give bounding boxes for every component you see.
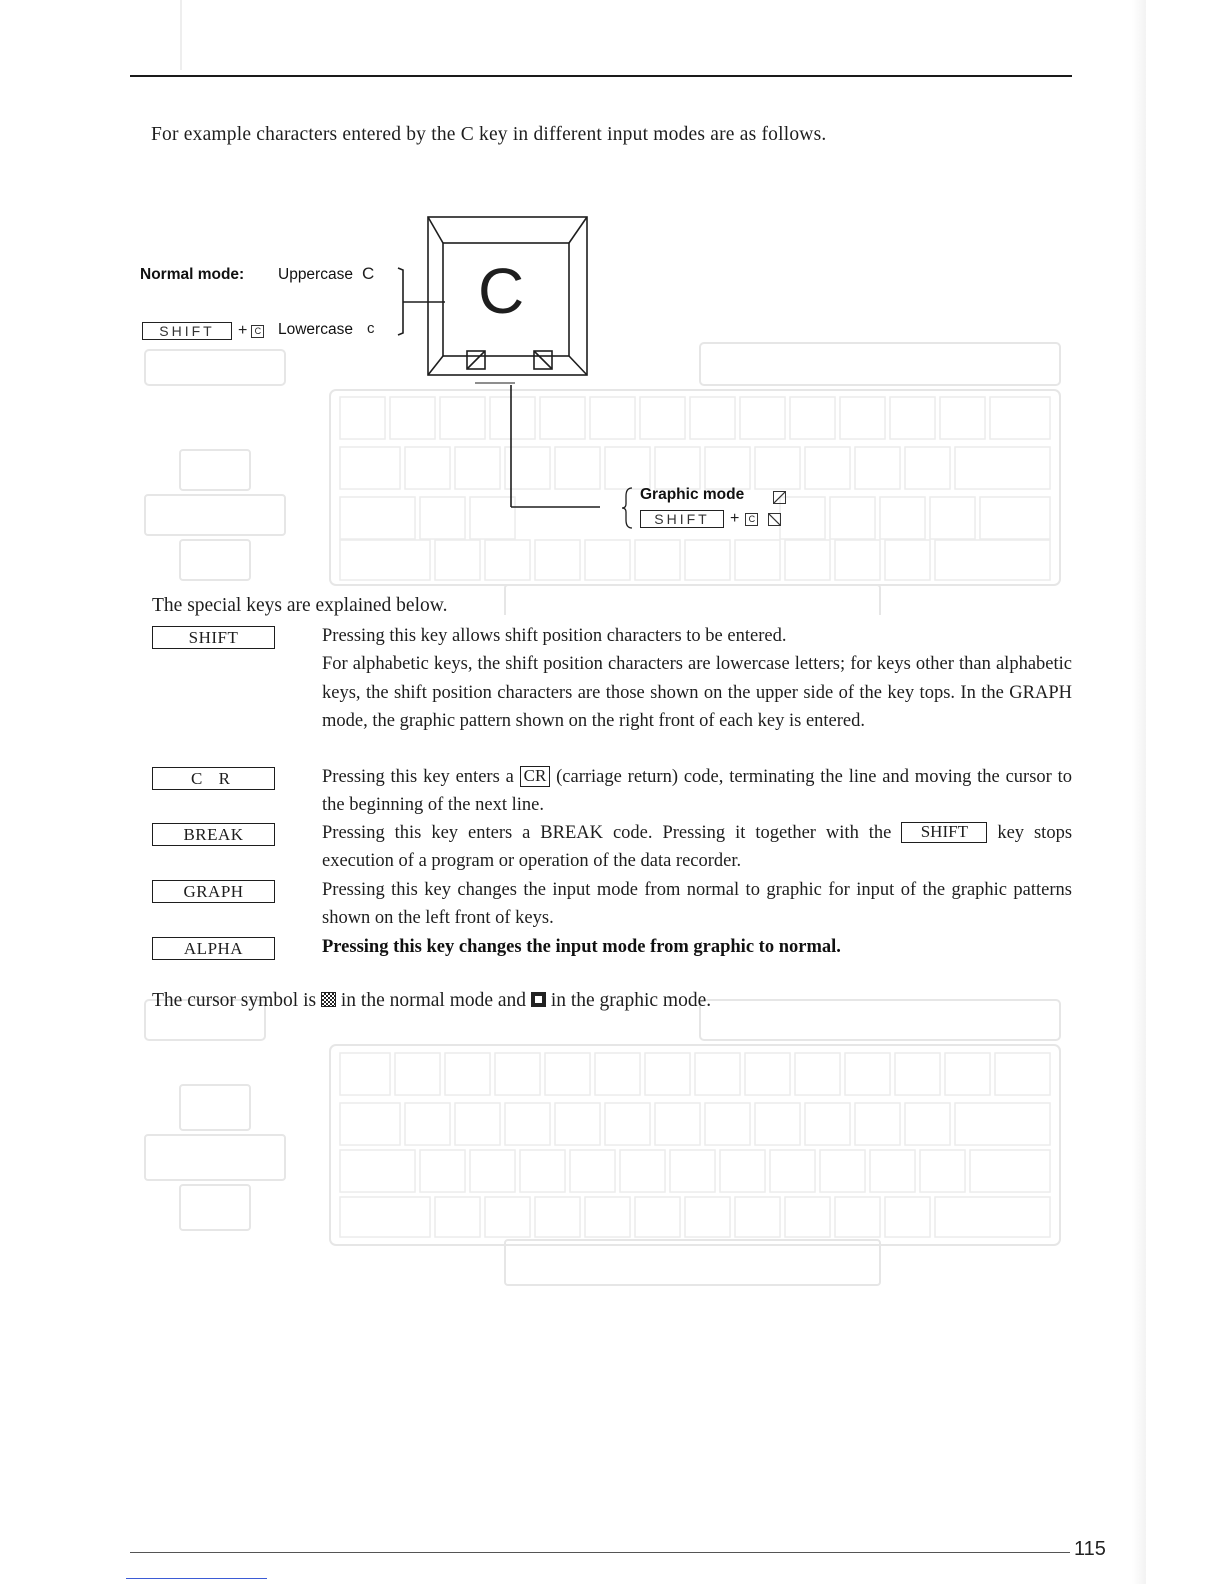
break-key-box: BREAK [152, 823, 275, 846]
break-desc-before: Pressing this key enters a BREAK code. Pressing it together with the [322, 823, 892, 843]
edge-shadow [180, 0, 182, 70]
shift-key-description [322, 622, 1072, 736]
cr-inline-key: CR [520, 766, 551, 787]
graphic-shift-combo [640, 510, 781, 528]
key-top-char: C [478, 255, 525, 327]
graphic-plus-sign: + [730, 510, 740, 528]
break-desc-after: key stops execution of a program or operation of the data recorder. [322, 823, 1073, 872]
shift-key-box: SHIFT [152, 626, 275, 649]
cursor-symbol-text [152, 990, 711, 1012]
cr-desc-before: Pressing this key enters a [322, 767, 514, 787]
shift-desc-line-1: Pressing this key allows shift position characters to be entered. [322, 626, 787, 646]
graphic-c-keycap: C [745, 513, 758, 526]
graphic-mode-label: Graphic mode [640, 486, 745, 503]
alpha-key-box: ALPHA [152, 937, 275, 960]
break-inline-shift-key: SHIFT [901, 822, 987, 843]
page-number: 115 [1074, 1538, 1106, 1560]
lowercase-char: c [367, 320, 375, 337]
graphic-char-icon [773, 491, 786, 504]
special-keys-intro: The special keys are explained below. [152, 595, 448, 616]
normal-cursor-icon [321, 992, 336, 1007]
graphic-shift-keycap: SHIFT [640, 510, 724, 528]
cr-desc-after: (carriage return) code, terminating the line and moving the cursor to the beginning of the next line. [322, 767, 1073, 816]
normal-mode-label: Normal mode: [140, 266, 245, 283]
shift-c-combo [142, 322, 264, 340]
footer-link-underline [126, 1578, 267, 1579]
graphic-cursor-icon [531, 992, 546, 1007]
cursor-text-before: The cursor symbol is [152, 990, 317, 1011]
lowercase-label: Lowercase [278, 321, 353, 338]
cursor-text-after: in the graphic mode. [550, 990, 712, 1011]
intro-text: For example characters entered by the C key in different input modes are as follows. [151, 124, 827, 145]
uppercase-char: C [362, 264, 375, 283]
shift-desc-line-2: For alphabetic keys, the shift position characters are lowercase letters; for keys other than alphabetic keys, the shift position characters are those shown on the upper side of the key tops. In the GRAPH mode, the graphic pattern shown on the right front of each key is entered. [322, 654, 1072, 732]
page-edge-shadow [1132, 0, 1146, 1584]
graphic-shift-char-icon [768, 513, 781, 526]
uppercase-label: Uppercase [278, 266, 353, 283]
alpha-key-description: Pressing this key changes the input mode from graphic to normal. [322, 937, 841, 957]
shift-keycap: SHIFT [142, 322, 232, 340]
graphic-mode-bracket [622, 486, 634, 530]
ghost-keyboard-top [140, 335, 1070, 615]
header-rule [130, 75, 1072, 77]
ghost-keyboard-bottom [140, 995, 1070, 1295]
cr-key-box: C R [152, 767, 275, 790]
graph-key-description: Pressing this key changes the input mode from normal to graphic for input of the graphic patterns shown on the left front of keys. [322, 880, 1072, 929]
graph-key-box: GRAPH [152, 880, 275, 903]
cursor-text-middle: in the normal mode and [340, 990, 527, 1011]
footer-rule [130, 1552, 1070, 1553]
c-keycap: C [251, 325, 264, 338]
plus-sign: + [238, 322, 248, 340]
cr-key-description [322, 763, 1072, 820]
break-key-description [322, 819, 1072, 876]
